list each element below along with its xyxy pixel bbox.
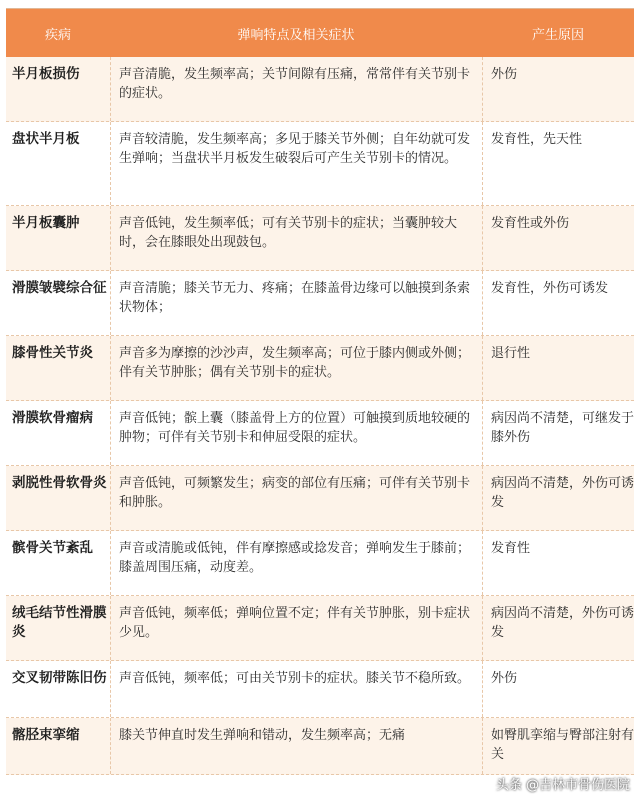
disease-cell: 髌骨关节紊乱: [12, 540, 93, 556]
features-cell: 声音低钝，可频繁发生；病变的部位有压痛；可伴有关节别卡和肿胀。: [110, 466, 482, 530]
disease-cell: 剥脱性骨软骨炎: [12, 475, 107, 491]
cause-cell: 发育性或外伤: [482, 206, 634, 270]
table-row: [6, 122, 634, 206]
header-features: 弹响特点及相关症状: [237, 27, 355, 43]
disease-cell: 半月板囊肿: [12, 215, 80, 231]
table-row: [6, 718, 634, 775]
features-cell: 声音清脆，发生频率高；关节间隙有压痛，常常伴有关节别卡的症状。: [110, 57, 482, 121]
features-cell: 声音低钝，频率低；可由关节别卡的症状。膝关节不稳所致。: [110, 661, 482, 717]
features-cell: 膝关节伸直时发生弹响和错动，发生频率高；无痛: [110, 718, 482, 774]
disease-cell: 髂胫束挛缩: [12, 727, 80, 743]
cause-cell: 发育性，外伤可诱发: [482, 271, 634, 335]
cause-cell: 病因尚不清楚，外伤可诱发: [482, 466, 634, 530]
watermark: 头条 @吉林市骨伤医院: [495, 778, 630, 793]
cause-cell: 病因尚不清楚，外伤可诱发: [482, 596, 634, 660]
cause-cell: 发育性，先天性: [482, 122, 634, 205]
disease-cell: 盘状半月板: [12, 131, 80, 147]
cause-cell: 病因尚不清楚，可继发于膝外伤: [482, 401, 634, 465]
cause-cell: 退行性: [482, 336, 634, 400]
cause-cell: 外伤: [482, 661, 634, 717]
cause-cell: 外伤: [482, 57, 634, 121]
disease-cell: 滑膜软骨瘤病: [12, 410, 93, 426]
table-row: [6, 271, 634, 336]
table-row: [6, 661, 634, 718]
cause-cell: 如臀肌挛缩与臀部注射有关: [482, 718, 634, 774]
table-row: [6, 596, 634, 661]
table-body: [6, 57, 634, 775]
features-cell: 声音或清脆或低钝，伴有摩擦感或捻发音；弹响发生于膝前；膝盖周围压痛，动度差。: [110, 531, 482, 595]
features-cell: 声音较清脆，发生频率高；多见于膝关节外侧；自年幼就可发生弹响；当盘状半月板发生破裂后可产生关节别卡的情况。: [110, 122, 482, 205]
header-cause: 产生原因: [531, 27, 584, 43]
disease-cell: 膝骨性关节炎: [12, 345, 93, 361]
features-cell: 声音多为摩擦的沙沙声，发生频率高；可位于膝内侧或外侧；伴有关节肿胀；偶有关节别卡的症状。: [110, 336, 482, 400]
disease-cell: 绒毛结节性滑膜炎: [12, 605, 107, 640]
symptom-table: [6, 8, 634, 775]
table-row: [6, 336, 634, 401]
table-row: [6, 531, 634, 596]
table-row: [6, 466, 634, 531]
features-cell: 声音低钝；髌上囊（膝盖骨上方的位置）可触摸到质地较硬的肿物；可伴有关节别卡和伸屈受限的症状。: [110, 401, 482, 465]
table-row: [6, 401, 634, 466]
table-header: [6, 9, 634, 57]
disease-cell: 滑膜皱襞综合征: [12, 280, 107, 296]
features-cell: 声音低钝，频率低；弹响位置不定；伴有关节肿胀，别卡症状少见。: [110, 596, 482, 660]
disease-cell: 半月板损伤: [12, 66, 80, 82]
header-disease: 疾病: [44, 27, 71, 43]
table-row: [6, 206, 634, 271]
features-cell: 声音低钝，发生频率低；可有关节别卡的症状；当囊肿较大时，会在膝眼处出现鼓包。: [110, 206, 482, 270]
cause-cell: 发育性: [482, 531, 634, 595]
features-cell: 声音清脆；膝关节无力、疼痛；在膝盖骨边缘可以触摸到条索状物体；: [110, 271, 482, 335]
disease-cell: 交叉韧带陈旧伤: [12, 670, 107, 686]
table-row: [6, 57, 634, 122]
